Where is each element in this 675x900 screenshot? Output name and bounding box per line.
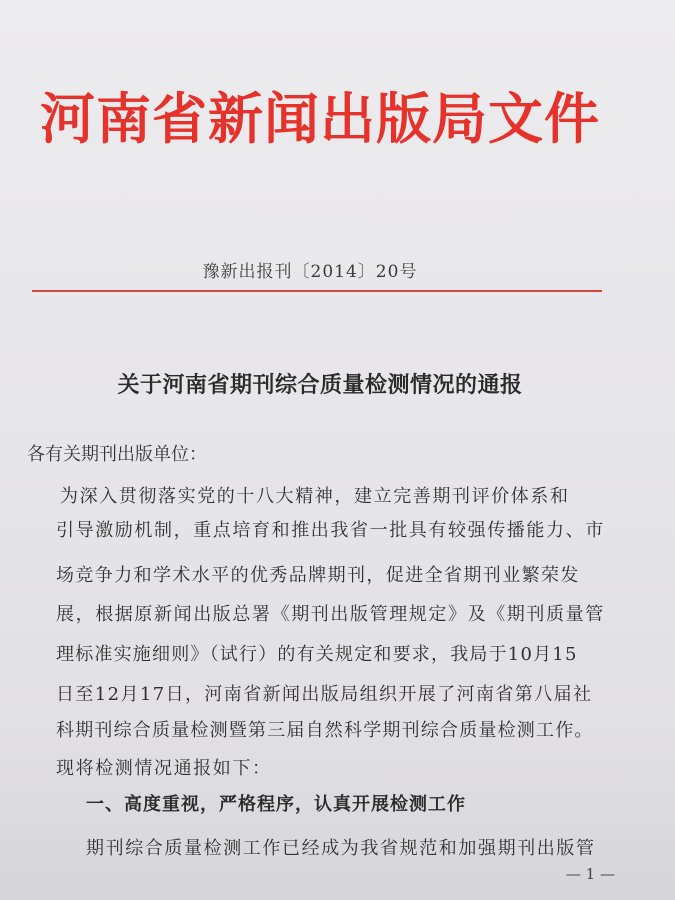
body-line: 现将检测情况通报如下： — [56, 758, 272, 779]
addressee: 各有关期刊出版单位： — [27, 444, 207, 465]
body-line: 为深入贯彻落实党的十八大精神，建立完善期刊评价体系和 — [60, 486, 570, 507]
body-line: 展，根据原新闻出版总署《期刊出版管理规定》及《期刊质量管 — [56, 604, 605, 625]
body-line: 理标准实施细则》（试行）的有关规定和要求，我局于10月15 — [56, 644, 578, 665]
section-heading: 一、高度重视，严格程序，认真开展检测工作 — [86, 794, 466, 815]
red-divider — [32, 290, 602, 292]
body-line: 引导激励机制，重点培育和推出我省一批具有较强传播能力、市 — [56, 520, 605, 541]
document-number: 豫新出报刊〔2014〕20号 — [202, 262, 418, 282]
body-line: 场竞争力和学术水平的优秀品牌期刊，促进全省期刊业繁荣发 — [56, 565, 580, 586]
body-line: 期刊综合质量检测工作已经成为我省规范和加强期刊出版管 — [86, 838, 596, 859]
document-title: 关于河南省期刊综合质量检测情况的通报 — [117, 372, 523, 398]
document-header: 河南省新闻出版局文件 — [39, 87, 600, 151]
body-line: 科期刊综合质量检测暨第三届自然科学期刊综合质量检测工作。 — [56, 720, 594, 741]
body-line: 日至12月17日，河南省新闻出版局组织开展了河南省第八届社 — [56, 684, 593, 705]
page-number: — 1 — — [565, 865, 615, 883]
